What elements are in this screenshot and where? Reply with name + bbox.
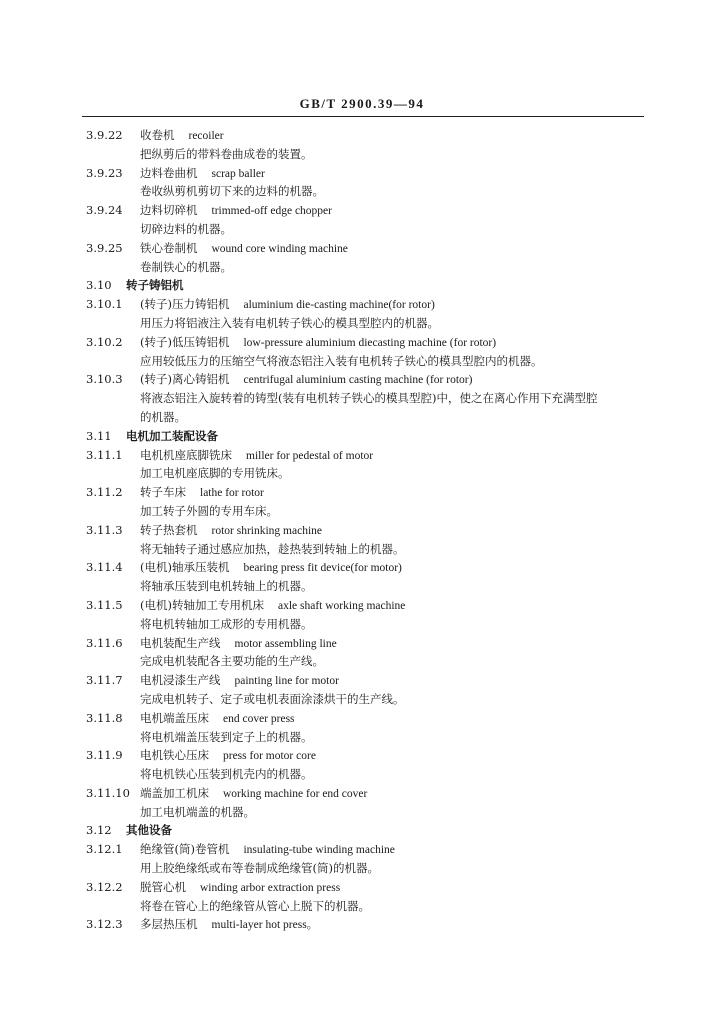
entry-number: 3.10 [86,278,112,293]
term-entry [86,239,646,277]
term-chinese: 收卷机 [140,128,175,142]
section-heading [86,427,646,446]
term-definition: 用上胶绝缘纸或布等卷制成绝缘管(筒)的机器。 [140,861,379,876]
term-entry [86,295,646,333]
term-chinese: (电机)转轴加工专用机床 [140,597,264,612]
term-entry [86,446,646,484]
term-chinese: 电机铁心压床 [140,748,209,763]
term-english: multi-layer hot press。 [211,919,319,932]
term-entry [86,521,646,559]
term-english: working machine for end cover [223,787,368,800]
document-body [86,126,646,934]
entry-number: 3.11.4 [86,560,123,575]
term-chinese: (转子)压力铸铝机 [140,297,230,312]
term-english: aluminium die-casting machine(for rotor) [243,299,435,312]
term-entry [86,370,646,426]
term-english: painting line for motor [234,675,339,688]
entry-number: 3.12.3 [86,917,123,932]
term-definition: 卷收纵剪机剪切下来的边料的机器。 [140,184,324,199]
section-title: 电机加工装配设备 [126,428,218,443]
term-definition: 将液态铝注入旋转着的铸型(装有电机转子铁心的模具型腔)中，使之在离心作用下充满型腔 [140,391,598,406]
term-english: recoiler [188,130,224,142]
entry-number: 3.11.5 [86,597,123,612]
term-english: trimmed-off edge chopper [211,205,332,218]
term-definition: 加工转子外圆的专用车床。 [140,503,278,518]
entry-number: 3.12.2 [86,879,123,894]
entry-number: 3.11.2 [86,485,123,500]
header-rule [82,116,644,117]
entry-number: 3.9.24 [86,203,123,218]
term-definition: 将无轴转子通过感应加热，趁热装到转轴上的机器。 [140,541,405,556]
term-english: winding arbor extraction press [200,881,341,894]
term-entry [86,671,646,709]
term-chinese: 边料切碎机 [140,203,198,218]
term-chinese: 绝缘管(筒)卷管机 [140,842,230,857]
term-entry [86,915,646,934]
term-english: press for motor core [223,750,316,763]
term-chinese: 电机机座底脚铣床 [140,447,232,462]
term-definition: 将轴承压装到电机转轴上的机器。 [140,579,313,594]
page-header: GB/T 2900.39—94 [299,96,425,111]
term-english: scrap baller [211,167,265,180]
section-title: 转子铸铝机 [126,278,184,293]
term-chinese: (转子)离心铸铝机 [140,372,230,387]
term-chinese: 铁心卷制机 [140,240,198,255]
term-english: insulating-tube winding machine [243,844,395,857]
term-chinese: 边料卷曲机 [140,165,198,180]
term-definition: 卷制铁心的机器。 [140,259,232,274]
term-english: low-pressure aluminium diecasting machine (for rotor) [243,336,497,349]
entry-number: 3.11.1 [86,447,123,462]
term-english: centrifugal aluminium casting machine (for rotor) [243,374,473,387]
term-chinese: (转子)低压铸铝机 [140,334,230,349]
term-chinese: 脱管心机 [140,879,186,894]
term-entry [86,784,646,822]
entry-number: 3.10.1 [86,297,123,312]
entry-number: 3.12 [86,823,112,838]
term-definition: 将电机铁心压装到机壳内的机器。 [140,767,313,782]
term-chinese: (电机)轴承压装机 [140,560,230,575]
term-definition: 把纵剪后的带料卷曲成卷的装置。 [140,146,313,161]
term-english: motor assembling line [234,637,337,650]
term-english: end cover press [223,712,295,725]
term-entry [86,634,646,672]
term-entry [86,333,646,371]
entry-number: 3.9.22 [86,128,123,142]
term-entry [86,840,646,878]
term-english: axle shaft working machine [277,599,406,612]
term-definition: 切碎边料的机器。 [140,221,232,236]
term-english: miller for pedestal of motor [246,449,374,462]
term-entry [86,596,646,634]
term-entry [86,483,646,521]
section-title: 其他设备 [126,823,172,838]
section-heading [86,276,646,295]
term-chinese: 转子热套机 [140,522,198,537]
term-definition: 加工电机端盖的机器。 [140,804,255,819]
entry-number: 3.10.3 [86,372,123,387]
term-definition-continued: 的机器。 [140,409,186,424]
term-definition: 用压力将铝液注入装有电机转子铁心的模具型腔内的机器。 [140,315,439,330]
term-definition: 将电机端盖压装到定子上的机器。 [140,729,313,744]
entry-number: 3.11.3 [86,522,123,537]
term-english: rotor shrinking machine [211,524,323,537]
term-entry [86,709,646,747]
term-chinese: 端盖加工机床 [140,785,209,800]
term-entry [86,878,646,916]
entry-number: 3.11.6 [86,635,123,650]
term-english: bearing press fit device(for motor) [243,562,402,575]
term-definition: 将卷在管心上的绝缘管从管心上脱下的机器。 [140,898,370,913]
entry-number: 3.9.25 [86,240,123,255]
term-definition: 完成电机装配各主要功能的生产线。 [140,654,324,669]
entry-number: 3.10.2 [86,334,123,349]
term-english: wound core winding machine [211,242,348,255]
term-chinese: 转子车床 [140,485,186,500]
term-chinese: 电机浸漆生产线 [140,673,221,688]
entry-number: 3.11.10 [86,785,130,800]
term-definition: 加工电机座底脚的专用铣床。 [140,466,290,481]
entry-number: 3.11.9 [86,748,123,763]
term-entry [86,126,646,164]
term-entry [86,164,646,202]
term-chinese: 电机端盖压床 [140,710,209,725]
term-english: lathe for rotor [200,487,264,500]
term-definition: 将电机转轴加工成形的专用机器。 [140,616,313,631]
entry-number: 3.11.8 [86,710,123,725]
entry-number: 3.9.23 [86,165,123,180]
term-entry [86,558,646,596]
section-heading [86,821,646,840]
term-entry [86,746,646,784]
term-chinese: 电机装配生产线 [140,635,221,650]
entry-number: 3.11 [86,428,112,443]
term-definition: 完成电机转子、定子或电机表面涂漆烘干的生产线。 [140,691,405,706]
term-entry [86,201,646,239]
term-definition: 应用较低压力的压缩空气将液态铝注入装有电机转子铁心的模具型腔内的机器。 [140,353,543,368]
entry-number: 3.12.1 [86,842,123,857]
entry-number: 3.11.7 [86,673,123,688]
term-chinese: 多层热压机 [140,917,198,932]
